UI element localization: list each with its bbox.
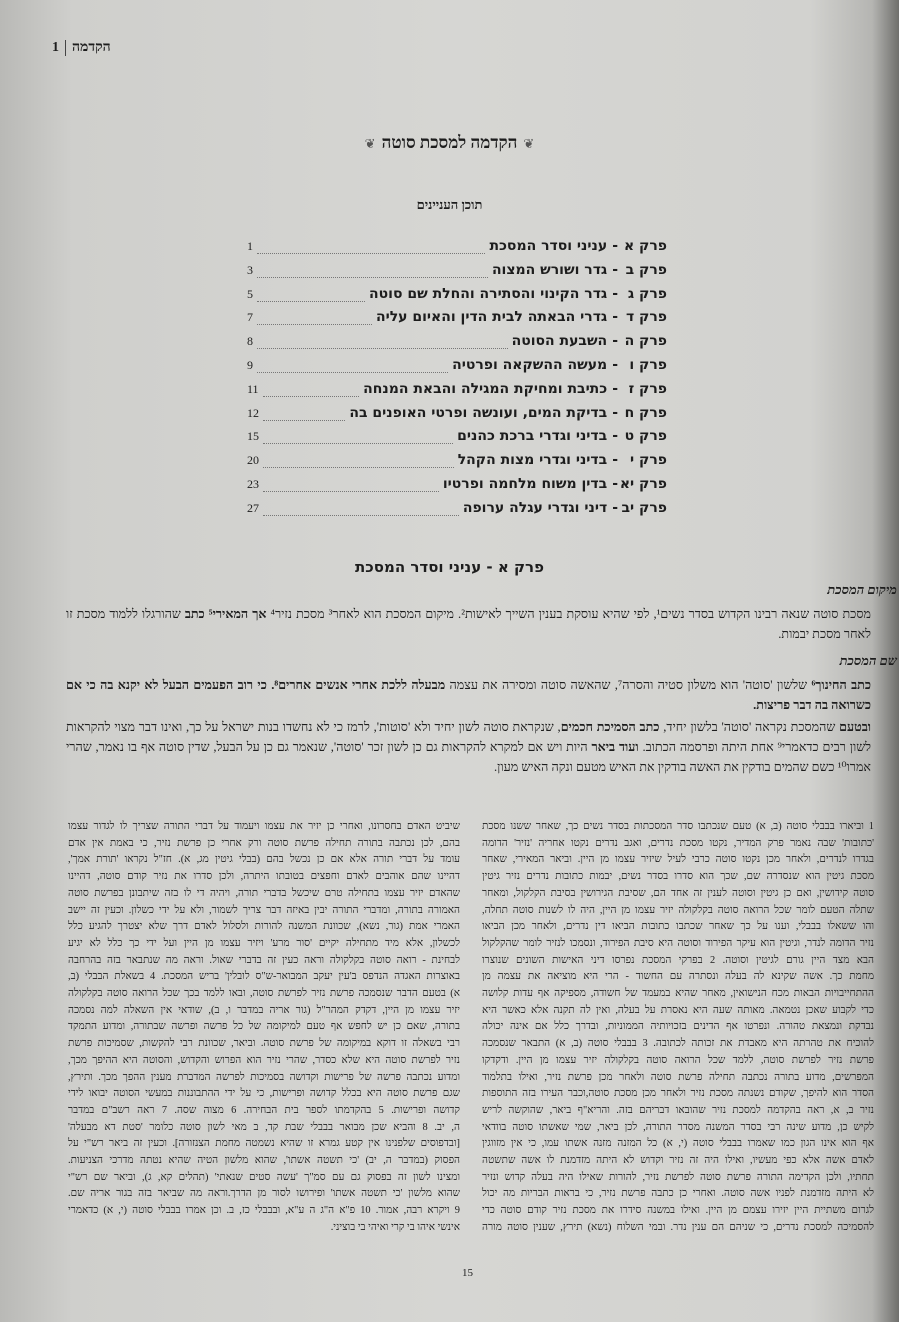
page-title-text: הקדמה למסכת סוטה bbox=[381, 133, 518, 152]
footnote-line: יזיר עצמו מן היין, דקדק המהר"ל (גור אריה במדבר ו, ב), שודאי אין השאלה למה נסמכה bbox=[68, 1004, 460, 1016]
footnote-line: ההתחייבויות הבאות מכח הנישואין, מאחר שהיא במעמד של חשודה, מספיקה אף עדות קלושה bbox=[482, 988, 874, 1000]
footnote-line: קדושה ופרישות. 5 בהקדמתו לספר בית הבחירה. 6 מצוה שסה. 7 ראה רשב"ם במדבר bbox=[68, 1104, 460, 1116]
toc-item-dash: - bbox=[612, 380, 618, 397]
running-head-page: 1 bbox=[52, 40, 59, 55]
paragraph-bold: ועוד ביאר bbox=[591, 740, 639, 754]
footnote-line: לקיש כן, מדוע שינה רבי בסדר המשנה מסדר התורה, לכן ביאר, שמי שאשתו סוטה בוודאי bbox=[482, 1121, 874, 1133]
paragraph-text: היות ויש אם למקרא להקראות גם כן לשון זכר 'סוטה', שנאמר גם כן על הבעל, שדין סוטה אף בו נאמר, שהרי אמרו¹⁰ כשם שהמים בודקין את האשה בודקין את האיש מטעם ונקה האיש מעון. bbox=[66, 740, 871, 774]
toc-item-dash: - bbox=[612, 476, 618, 492]
toc-item-title: בדיני וגדרי מצות הקהל bbox=[457, 452, 608, 469]
toc-item-dash: - bbox=[612, 309, 618, 326]
running-head bbox=[52, 40, 111, 56]
footnote-line: האמורה בתורה, ומדברי התורה יבין באיזה דבר צריך לשמור, ולא על ידי כשלון. וכעין זה יישב bbox=[68, 904, 460, 916]
paragraph-bold: אך המאירי⁵ כתב bbox=[184, 607, 267, 621]
footnote-line: לא היתה מזדמנת לפניו אשה סוטה. ואחרי כן כתבה פרשת נזיר, כי בראות הבריות מה יכול bbox=[482, 1188, 874, 1200]
toc-item-title: עניני וסדר המסכת bbox=[489, 238, 608, 254]
toc-item-page: 15 bbox=[247, 429, 259, 444]
footnote-line: שגם פרשת סוטה היא בכלל קדושה ופרישות, כי על ידי ההתבוננות במעשי הסוטה יבואו לידי bbox=[68, 1088, 460, 1100]
toc-item[interactable] bbox=[247, 262, 667, 282]
footnote-line: דהיינו שהם אוהבים לאדם וחפצים בטובתו היתרה, ולכן סדרו את נזיר קודם סוטה, דהיינו bbox=[68, 871, 460, 883]
toc-item-title: בדין משוח מלחמה ופרטיו bbox=[442, 476, 608, 492]
footnote-line: ומצינו לשון זה בפסוק גם עם סמ"ך 'עשה סטים שנאתי' (תהלים קא, ג), וביאר שם רש"י bbox=[68, 1171, 460, 1183]
ornament-icon: ❦ bbox=[523, 136, 535, 151]
footnote-line: פרשת נזיר לפרשת סוטה, ללמד שכל הרואה סוטה בקלקולה יזיר עצמו מן היין. ודקדקו bbox=[482, 1054, 874, 1066]
toc-item-page: 9 bbox=[247, 358, 253, 372]
paragraph-bold: כתב החינוך⁶ bbox=[811, 678, 871, 692]
paragraph-text: , שנקראת סוטה לשון יחיד ולא 'סוטות', לרמז כי לא נחשדו בנות ישראל על כך, ואינו דבר מצוי להקראות לשון רבים כדאמרי⁹ אחת היתה ופרסמה הכתוב. bbox=[66, 720, 871, 754]
toc-item-dash: - bbox=[612, 261, 618, 278]
footnotes-right-column bbox=[482, 819, 874, 1237]
footnote-line: להוכיח את טהרתה היא מאבדת את זכותה לכתובה. 3 בבבלי סוטה (ב, א) התבאר שנסמכה bbox=[482, 1038, 874, 1050]
toc-item-label: פרק ח bbox=[624, 404, 667, 421]
footnote-line: סוטה קידושין, ואם כן גיטין וסוטה לענין זה אחד הם, שסיבת הגירושין בסיבת הקלקול, ומאחר bbox=[482, 887, 874, 899]
toc-item-page: 20 bbox=[247, 453, 259, 468]
toc-item[interactable] bbox=[247, 309, 667, 329]
toc-item-page: 11 bbox=[247, 381, 259, 396]
toc-item-title: השבעת הסוטה bbox=[511, 333, 608, 350]
ornament-icon: ❦ bbox=[364, 136, 376, 151]
section-heading: מיקום המסכת bbox=[827, 582, 897, 597]
toc-heading: תוכן העניינים bbox=[416, 197, 483, 212]
footnote-line: מחמת כך. אשה שקינא לה בעלה ונסתרה עם החשוד - הרי היא מוציאה את עצמה מן bbox=[482, 971, 874, 983]
toc-item-label: פרק ט bbox=[624, 428, 667, 445]
running-head-label: הקדמה bbox=[72, 40, 111, 55]
footnote-line: נבדקת ונמצאת טהורה. ונפרטו אף הדינים בזכויותיה הממוניות, ובדרך כלל אם אינה יכולה bbox=[482, 1021, 874, 1033]
footnote-line: לאדם אשה אלא כפי מעשיו, ואילו היה זה נזיר וקדוש לא היתה מזדמנת לו אשה שתשטה bbox=[482, 1155, 874, 1167]
paragraph-bold: ובטעם bbox=[839, 720, 872, 734]
toc-item-title: גדר ושורש המצוה bbox=[491, 261, 608, 278]
toc-item-page: 5 bbox=[247, 286, 253, 301]
footnote-line: עומד על דברי תורה אלא אם כן נכשל בהם (בבלי גיטין מג, א). חז"ל נקראו 'תורת אמך', bbox=[68, 854, 460, 866]
footnote-line: אף הוא אינו הגון כמו שאמרו בבבלי סוטה (י, א) כל המזנה מזנה אשתו עמו, כי אין מזווגין bbox=[482, 1138, 874, 1150]
footnote-line: 1 וביארו בבבלי סוטה (ב, א) טעם שנכתבו סדר המסכתות בסדר נשים כך, שאחר ששנו מסכת bbox=[482, 821, 874, 832]
paragraph-bold: כתב הסמיכת חכמים bbox=[560, 720, 660, 734]
toc-item-page: 3 bbox=[247, 262, 253, 277]
toc-item-label: פרק י bbox=[630, 452, 667, 469]
footnote-line: תחתיו, ולכן הקדימה התורה פרשת סוטה לפרשת נזיר, להורות שאילו היה בעלה קדוש ונזיר bbox=[482, 1171, 874, 1183]
page-number: 15 bbox=[462, 1267, 473, 1279]
toc-item-page: 23 bbox=[247, 477, 259, 491]
toc-item[interactable] bbox=[247, 381, 667, 401]
toc-item[interactable] bbox=[247, 286, 667, 306]
toc-item-title: גדר הקינוי והסתירה והחלת שם סוטה bbox=[369, 285, 608, 302]
footnotes-left-column bbox=[68, 819, 460, 1237]
toc-item-label: פרק ג bbox=[627, 285, 667, 302]
footnote-line: א) בטעם הדבר שנסמכה פרשת נזיר לפרשת סוטה, ובאו ללמד בכך שכל הרואה סוטה בקלקולה bbox=[68, 988, 460, 1000]
footnote-line: לגרום משתיית היין יזירו עצמם מן היין. ואילו במשנה סידרו את מסכת נזיר קודם סוטה כדי bbox=[482, 1205, 874, 1217]
paragraph-text: שלשון 'סוטה' הוא משלון סטיה והסרה⁷, שהאשה סוטה ומסירה את עצמה bbox=[445, 678, 812, 692]
toc-item-dash: - bbox=[612, 238, 618, 254]
toc-item-dash: - bbox=[612, 285, 618, 302]
toc-dot-leader bbox=[257, 252, 485, 254]
footnote-line: מסכת גיטין הוא שנסדרה שם, שכך הוא סדרו בסדר נשים, יבמות כתובות נדרים נזיר גיטין bbox=[482, 871, 874, 883]
toc-item-dash: - bbox=[612, 428, 618, 445]
toc-dot-leader bbox=[257, 347, 508, 349]
footnote-line: בהם, לכן נכתבה בתורה תחילה פרשת סוטה ורק אחרי כן פרשת נזיר, כי באמת אין אדם bbox=[68, 837, 460, 849]
toc-item-page: 1 bbox=[247, 239, 253, 253]
toc-item-title: מעשה ההשקאה ופרטיה bbox=[452, 357, 608, 373]
toc-dot-leader bbox=[263, 419, 345, 421]
footnote-line: 'כתובות' שבה נאמר פרק המדיר, נקטו מסכת נדרים, ואגב נדרים נקטו אחריה 'נזיר' הדומה bbox=[482, 837, 874, 849]
footnote-line: להסמיכה למסכת נדרים, כי שניהם הם ענין נדר. ובמי השלוח (נשא) תירץ, שענין סוטה מורה bbox=[482, 1221, 874, 1233]
footnote-line: הפסוק (במדבר ה, יב) 'כי תשטה אשתו', שהוא מלשון הטיה שהיא נטתה מדרכי הצניעות. bbox=[68, 1155, 460, 1167]
toc-item[interactable] bbox=[247, 405, 667, 425]
toc-item-label: פרק יא bbox=[619, 476, 667, 492]
toc-dot-leader bbox=[257, 300, 365, 302]
footnote-line: שתלה הטעם לומר שכל הרואה סוטה בקלקולה יזיר עצמו מן היין, היה לו לשנות סוטה תחלה, bbox=[482, 904, 874, 916]
chapter-title: פרק א - עניני וסדר המסכת bbox=[355, 558, 544, 576]
footnote-line: [ובדפוסים שלפנינו אין קטע גמרא זו שהיא נשמטה מחמת הצנזורה]. וכעין זה ביאר רש"י על bbox=[68, 1138, 460, 1150]
toc-dot-leader bbox=[257, 323, 372, 325]
paragraph-text: מסכת סוטה שנאה רבינו הקדוש בסדר נשים¹, לפי שהיא עוסקת בענין השייך לאישות². מיקום המסכת הוא לאחר³ מסכת נזיר⁴ bbox=[266, 607, 871, 621]
toc-item[interactable] bbox=[247, 238, 667, 258]
footnote-line: בגדרו לנדרים, ולאחר מכן נקטו סוטה כרבי לעיל שיזיר עצמו מן היין. וביאר המאירי, שאחר bbox=[482, 854, 874, 866]
toc-item-label: פרק ז bbox=[628, 380, 667, 397]
footnote-line: הסדר הוא להיפך, שקודם נשנתה מסכת נזיר ולאחר מכן מסכת סוטה,וכבר העירו בזה התוספות bbox=[482, 1088, 874, 1100]
footnote-line: בתורה, שאם כן יש לחפש אף טעם למיקומה של כל פרשה ופרשה שבתורה, ומדוע התמקד bbox=[68, 1021, 460, 1033]
toc-dot-leader bbox=[263, 466, 454, 468]
footnote-line: לכשלון, אלא מיד מתחילה יקיים 'סור מרע' ויזיר עצמו מן היין ועל ידי כך כלל לא יגיע bbox=[68, 937, 460, 949]
toc-item-label: פרק ה bbox=[624, 333, 667, 350]
toc-item[interactable] bbox=[247, 500, 667, 520]
toc-item-page: 27 bbox=[247, 500, 259, 515]
toc-item[interactable] bbox=[247, 428, 667, 448]
footnote-line: שהוא מלשון 'כי תשטה אשתו' ופירושו לסור מן הדרך.וראה מה שביאר בזה בגור אריה שם. bbox=[68, 1188, 460, 1200]
footnote-line: ה, יב. 8 והביא שכן מבואר בבבלי שבת קד, ב מאי לשון סוטה כלומר 'סטת דא מבעלה' bbox=[68, 1121, 460, 1133]
toc-item-dash: - bbox=[612, 499, 618, 516]
toc-item-label: פרק א bbox=[623, 238, 667, 254]
footnote-line: לבחינת - רואה סוטה בקלקולה וראה כעין זה בדברי שאול. וראה מה שנתבאר בזה בהרחבה bbox=[68, 954, 460, 966]
toc-item-page: 7 bbox=[247, 310, 253, 325]
toc-item-title: גדרי הבאתה לבית הדין והאיום עליה bbox=[375, 309, 608, 326]
toc-dot-leader bbox=[263, 395, 360, 397]
footnote-line: אינשי איהו בי קרי ואיהי בי בוציני. bbox=[330, 1221, 460, 1233]
toc-item[interactable] bbox=[247, 333, 667, 353]
footnote-line: נזיר לפרשת סוטה היא שלא כסדר, שהרי נזיר הוא הפרוש והקדוש, והסוטה היא ההיפך מכך, bbox=[68, 1054, 460, 1066]
toc-dot-leader bbox=[257, 276, 488, 278]
toc-item-dash: - bbox=[612, 357, 618, 373]
toc-item-dash: - bbox=[612, 452, 618, 469]
toc-item-title: כתיבת ומחיקת המגילה והבאת המנחה bbox=[363, 380, 608, 397]
toc-item-page: 8 bbox=[247, 334, 253, 349]
footnote-line: רבי בשאלה זו דוקא במיקומה של פרשת סוטה. וביאר, שכוונת רבי להקשות, שסמיכות פרשת bbox=[68, 1038, 460, 1050]
toc-item-title: דיני וגדרי עגלה ערופה bbox=[462, 499, 608, 516]
footnote-line: שהאדם יזיר עצמו בתחילה טרם שיכשל בדברי תורה, ויהיה די לו בזה שיתבונן בפרשת סוטה bbox=[68, 887, 460, 899]
footnote-line: הבא מצד היין גורם לגיטין וסוטה. 2 בפרקי המסכת נפרסו דיני האישות השונים שנוצרו bbox=[482, 954, 874, 966]
toc-dot-leader bbox=[257, 371, 448, 373]
toc-item-title: בדיקת המים, ועונשה ופרטי האופנים בה bbox=[349, 404, 608, 421]
paragraph-bold: מבעלה ללכת אחרי אנשים אחרים⁸. כי רוב הפעמים הבעל לא יקנא בה כי אם כשרואה בה דבר פריצות. bbox=[66, 678, 871, 712]
toc-item-page: 12 bbox=[247, 405, 259, 420]
footnote-line: כדי לקבוע שאכן נטמאה. מאותה שעה היא נאסרת על בעלה, ואין לה תקנה אלא כאשר היא bbox=[482, 1004, 874, 1016]
toc-item[interactable] bbox=[247, 452, 667, 472]
footnote-line: והו ששאלו בבבלי, וענו על כך שאחר שכתבו כתובות הביאו דין נדרים, ולאחר מכן הביאו bbox=[482, 921, 874, 933]
toc-item-label: פרק ו bbox=[629, 357, 667, 373]
paragraph-text: שהמסכת נקראה 'סוטה' בלשון יחיד, bbox=[659, 720, 840, 734]
toc-dot-leader bbox=[263, 442, 453, 444]
paragraph bbox=[66, 604, 871, 644]
footnote-line: שיביט האדם בחסרונו, ואחרי כן יזיר את עצמו ויעמוד על דברי התורה שצריך לו לגדור עצמו bbox=[68, 821, 460, 832]
running-head-divider bbox=[65, 40, 66, 56]
footnote-line: 9 ויקרא רבה, אמור. 10 פ"א ה"ג ה ע"א, ובבבלי כז, ב. וכן אמרו בבבלי סוטה (י, א) כדאמרי bbox=[68, 1205, 460, 1217]
toc-item-dash: - bbox=[612, 404, 618, 421]
toc-item-label: פרק יב bbox=[621, 499, 667, 516]
toc-item[interactable] bbox=[247, 357, 667, 377]
paragraph-text: שהורגלו ללמוד מסכת זו לאחר מסכת יבמות. bbox=[66, 607, 871, 641]
page-title bbox=[0, 133, 899, 153]
footnote-line: באוצרות האגדה הנדפס ב'עין יעקב המבואר-ש"ס לובלין' בריש המסכת. 4 בשאלת הבבלי (ב, bbox=[68, 971, 460, 983]
footnote-line: ומדוע נכתבה פרשה של פרישות וקדושה בסמיכות לפרשה המדברת מענין ההפך מכך. ותירץ, bbox=[68, 1071, 460, 1083]
toc-item-label: פרק ד bbox=[625, 309, 667, 326]
toc-item[interactable] bbox=[247, 476, 667, 496]
toc-dot-leader bbox=[263, 490, 439, 492]
toc-item-title: בדיני וגדרי ברכת כהנים bbox=[457, 428, 608, 445]
footnote-line: האמרי אמת (גור, נשא), שכוונת המשנה להורות ולסלול לאדם דרך שלא יצטרך להגיע כלל bbox=[68, 921, 460, 933]
footnote-line: המפרשים, מדוע בתורה נכתבה תחילה פרשת סוטה ולאחר מכן פרשת נזיר, ואילו בתלמוד bbox=[482, 1071, 874, 1083]
footnote-line: נזיר ב, א, ראה בהקדמה למסכת נזיר שהובאו דבריהם בזה. והריא"ף ביאר, שהוקשה לריש bbox=[482, 1104, 874, 1116]
paragraph bbox=[66, 717, 871, 777]
footnote-line: נזיר הדומה לנדר, וגיטין הוא עיקר הפירוד וסוטה היא סיבת הפירוד, ונסמכו לנזיר לומר שהקלקול bbox=[482, 937, 874, 949]
toc-dot-leader bbox=[263, 514, 459, 516]
toc-item-dash: - bbox=[612, 333, 618, 350]
toc-item-label: פרק ב bbox=[625, 261, 667, 278]
section-heading: שם המסכת bbox=[839, 653, 897, 668]
paragraph bbox=[66, 675, 871, 715]
